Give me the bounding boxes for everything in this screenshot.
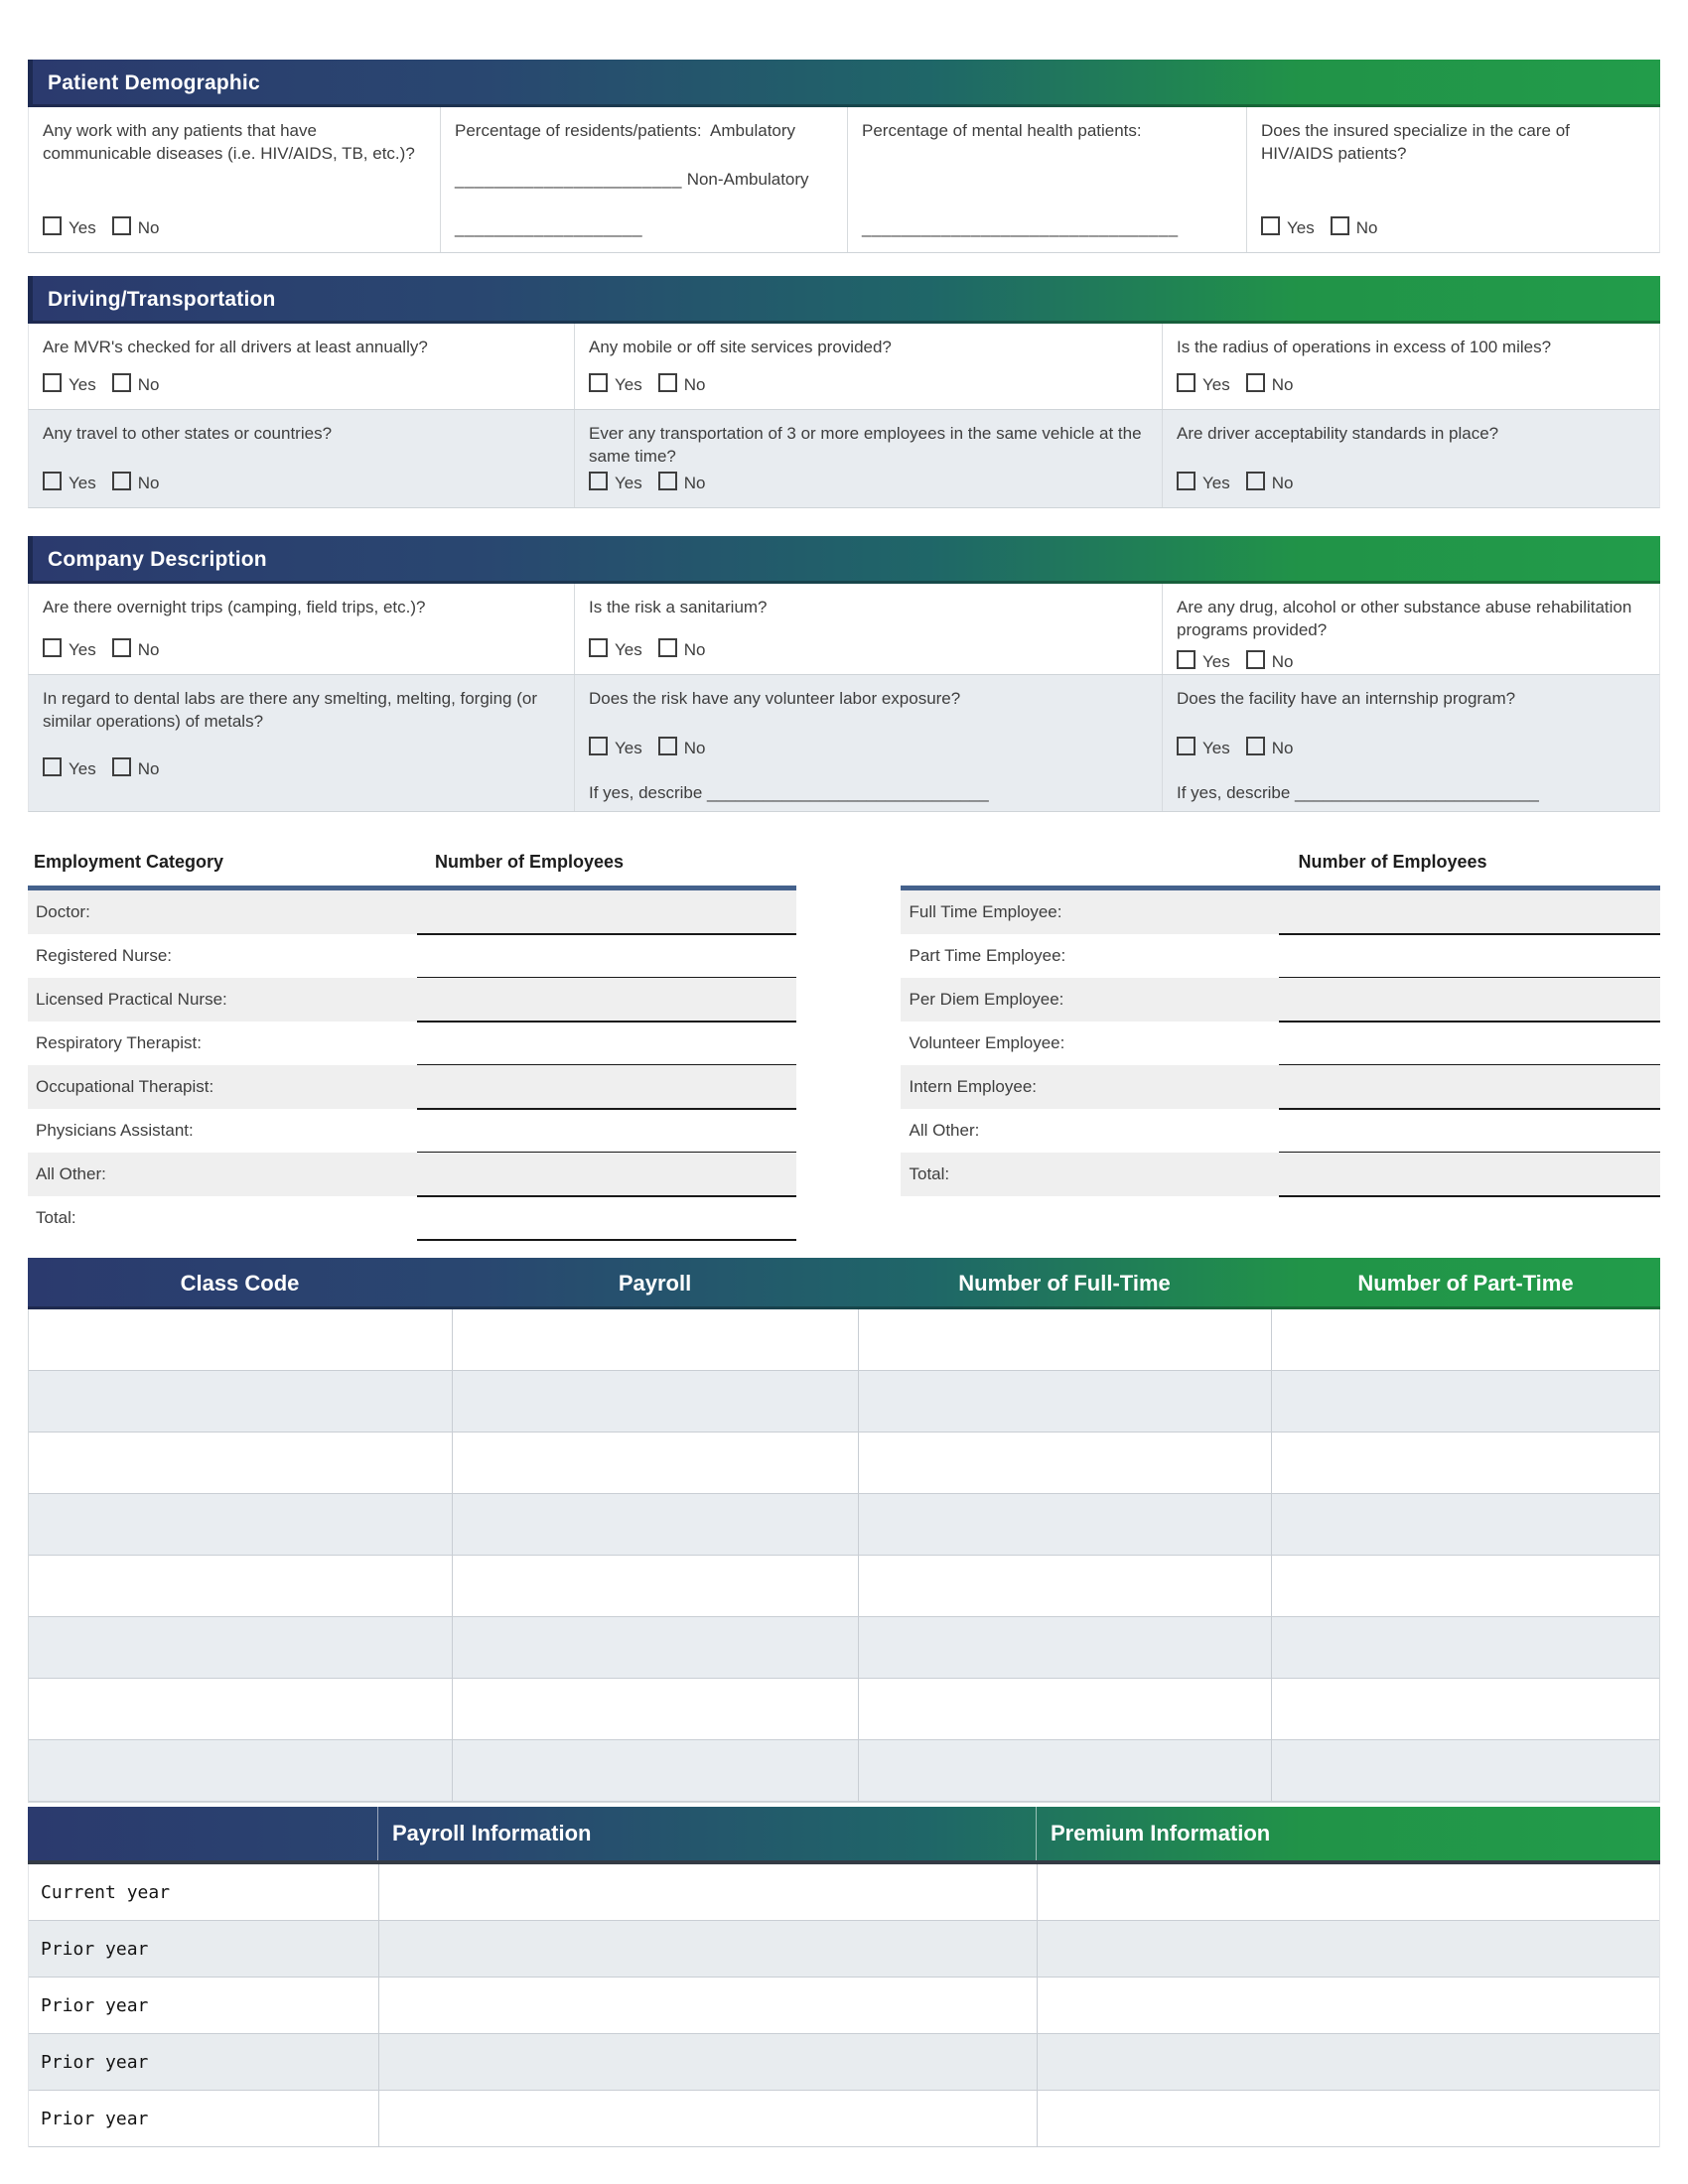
question-transport-3-employees: [575, 410, 1163, 507]
row-label: All Other:: [36, 1164, 106, 1183]
class-code-cell[interactable]: [29, 1371, 453, 1432]
section-header-patient-demographic: Patient Demographic: [28, 60, 1660, 107]
yes-label: Yes: [69, 474, 96, 493]
part-time-cell[interactable]: [1272, 1740, 1659, 1801]
premium-information-cell[interactable]: [1037, 2091, 1659, 2146]
no-label: No: [1271, 738, 1294, 757]
payroll-premium-table: [28, 1807, 1660, 2147]
section-header-company-description: Company Description: [28, 536, 1660, 584]
full-time-cell[interactable]: [859, 1371, 1272, 1432]
question-internship-program: [1163, 675, 1659, 811]
if-yes-describe-line[interactable]: If yes, describe __________________________: [1177, 782, 1539, 802]
form-page: [28, 60, 1660, 2147]
class-code-table-header: [28, 1258, 1660, 1309]
yes-no-group: [43, 638, 558, 662]
yes-label: Yes: [615, 474, 642, 493]
full-time-cell[interactable]: [859, 1433, 1272, 1493]
yes-checkbox[interactable]: [1261, 216, 1280, 235]
payroll-information-cell[interactable]: [378, 1864, 1037, 1920]
question-text: Percentage of residents/patients: Ambulatory: [455, 121, 796, 140]
yes-no-group: [589, 737, 1146, 760]
payroll-cell[interactable]: [453, 1740, 859, 1801]
payroll-row-current-year: [29, 1864, 1659, 1921]
premium-information-cell[interactable]: [1037, 2034, 1659, 2090]
premium-information-cell[interactable]: [1037, 1864, 1659, 1920]
no-label: No: [683, 375, 706, 395]
number-of-employees-header: Number of Employees: [1298, 852, 1487, 872]
question-sanitarium: [575, 584, 1163, 674]
driving-row-1: [28, 324, 1660, 410]
part-time-cell[interactable]: [1272, 1433, 1659, 1493]
employment-category-header: Employment Category: [34, 852, 224, 872]
non-ambulatory-blank-line[interactable]: ___________________: [455, 218, 643, 238]
payroll-premium-body: [28, 1864, 1660, 2147]
question-text: Are MVR's checked for all drivers at least annually?: [43, 338, 428, 356]
yes-no-group: [1177, 373, 1643, 397]
no-label: No: [137, 375, 160, 395]
payroll-information-cell[interactable]: [378, 1978, 1037, 2033]
full-time-cell[interactable]: [859, 1556, 1272, 1616]
yes-no-group: [589, 472, 1146, 495]
class-code-cell[interactable]: [29, 1309, 453, 1370]
payroll-row-prior-year: [29, 1978, 1659, 2034]
section-header-driving-transportation: Driving/Transportation: [28, 276, 1660, 324]
yes-checkbox[interactable]: [589, 638, 608, 657]
yes-label: Yes: [1202, 474, 1230, 493]
yes-no-group: [589, 373, 1146, 397]
employment-row-all-other: [901, 1109, 1660, 1153]
payroll-cell[interactable]: [453, 1309, 859, 1370]
class-code-cell[interactable]: [29, 1679, 453, 1739]
number-of-employees-header: Number of Employees: [435, 852, 625, 872]
no-checkbox[interactable]: [112, 216, 131, 235]
class-code-row: [29, 1556, 1659, 1617]
yes-no-group: [43, 216, 424, 240]
question-text: Any mobile or off site services provided?: [589, 338, 892, 356]
no-label: No: [1271, 375, 1294, 395]
yes-no-group: [43, 472, 558, 495]
row-label: Doctor:: [36, 902, 90, 921]
yes-label: Yes: [69, 375, 96, 395]
part-time-cell[interactable]: [1272, 1617, 1659, 1678]
premium-information-header: Premium Information: [1036, 1807, 1660, 1860]
yes-no-group: [1177, 737, 1643, 760]
question-text: Does the risk have any volunteer labor exposure?: [589, 689, 961, 708]
employment-row-per-diem: [901, 978, 1660, 1022]
row-label: Intern Employee:: [909, 1077, 1037, 1096]
class-code-cell[interactable]: [29, 1617, 453, 1678]
part-time-cell[interactable]: [1272, 1494, 1659, 1555]
no-checkbox[interactable]: [112, 472, 131, 490]
payroll-premium-header: [28, 1807, 1660, 1864]
driving-row-2: [28, 410, 1660, 508]
yes-checkbox[interactable]: [1177, 650, 1196, 669]
no-checkbox[interactable]: [658, 737, 677, 755]
yes-label: Yes: [615, 640, 642, 660]
employment-row-total: [901, 1153, 1660, 1196]
yes-checkbox[interactable]: [43, 757, 62, 776]
question-text: Any travel to other states or countries?: [43, 424, 333, 443]
payroll-cell[interactable]: [453, 1494, 859, 1555]
no-label: No: [1271, 651, 1294, 671]
employment-row-full-time: [901, 890, 1660, 934]
yes-label: Yes: [1202, 375, 1230, 395]
no-checkbox[interactable]: [112, 638, 131, 657]
no-checkbox[interactable]: [1331, 216, 1349, 235]
year-label: Current year: [41, 1881, 171, 1903]
class-code-row: [29, 1309, 1659, 1371]
question-text: Does the facility have an internship program?: [1177, 689, 1516, 708]
employee-count-line[interactable]: [417, 1239, 796, 1241]
full-time-cell[interactable]: [859, 1309, 1272, 1370]
part-time-cell[interactable]: [1272, 1371, 1659, 1432]
no-label: No: [1355, 218, 1378, 238]
no-label: No: [683, 640, 706, 660]
yes-checkbox[interactable]: [589, 373, 608, 392]
year-label: Prior year: [41, 2108, 149, 2129]
employment-row-registered-nurse: [28, 934, 796, 978]
yes-checkbox[interactable]: [589, 737, 608, 755]
no-label: No: [137, 640, 160, 660]
employment-row-intern: [901, 1065, 1660, 1109]
row-label: Full Time Employee:: [909, 902, 1062, 921]
yes-checkbox[interactable]: [589, 472, 608, 490]
question-radius-100-miles: [1163, 324, 1659, 409]
yes-checkbox[interactable]: [1177, 472, 1196, 490]
yes-checkbox[interactable]: [43, 638, 62, 657]
no-label: No: [1271, 474, 1294, 493]
class-code-table-body: [28, 1309, 1660, 1803]
no-checkbox[interactable]: [1246, 373, 1265, 392]
if-yes-describe-line[interactable]: If yes, describe ______________________________: [589, 782, 989, 802]
class-code-row: [29, 1371, 1659, 1433]
row-label: Respiratory Therapist:: [36, 1033, 202, 1052]
payroll-information-cell[interactable]: [378, 2091, 1037, 2146]
part-time-cell[interactable]: [1272, 1679, 1659, 1739]
question-text: Are there overnight trips (camping, field trips, etc.)?: [43, 598, 426, 616]
question-text: Are any drug, alcohol or other substance abuse rehabilitation programs provided?: [1177, 598, 1632, 639]
no-checkbox[interactable]: [1246, 472, 1265, 490]
yes-label: Yes: [69, 759, 96, 779]
question-mental-health-percentage: [848, 107, 1247, 252]
employment-row-total: [28, 1196, 796, 1240]
question-text: Ever any transportation of 3 or more employees in the same vehicle at the same time?: [589, 424, 1142, 466]
class-code-column-header: Class Code: [180, 1271, 300, 1296]
row-label: Total:: [909, 1164, 950, 1183]
question-text: Is the radius of operations in excess of 100 miles?: [1177, 338, 1552, 356]
employment-row-occupational-therapist: [28, 1065, 796, 1109]
class-code-cell[interactable]: [29, 1433, 453, 1493]
yes-checkbox[interactable]: [1177, 373, 1196, 392]
row-label: Occupational Therapist:: [36, 1077, 214, 1096]
employment-row-doctor: [28, 890, 796, 934]
company-row-2: [28, 675, 1660, 812]
employment-row-licensed-practical-nurse: [28, 978, 796, 1022]
yes-no-group: [589, 638, 1146, 662]
yes-label: Yes: [615, 738, 642, 757]
yes-no-group: [1261, 216, 1643, 240]
employment-table-header: [28, 844, 796, 890]
no-checkbox[interactable]: [658, 638, 677, 657]
yes-no-group: [1177, 650, 1643, 674]
payroll-information-cell[interactable]: [378, 1921, 1037, 1977]
yes-checkbox[interactable]: [43, 472, 62, 490]
class-code-cell[interactable]: [29, 1494, 453, 1555]
part-time-cell[interactable]: [1272, 1309, 1659, 1370]
class-code-row: [29, 1433, 1659, 1494]
payroll-cell[interactable]: [453, 1556, 859, 1616]
no-checkbox[interactable]: [112, 757, 131, 776]
ambulatory-line: [455, 169, 831, 192]
year-label: Prior year: [41, 2051, 149, 2073]
payroll-row-prior-year: [29, 1921, 1659, 1978]
yes-label: Yes: [1202, 738, 1230, 757]
question-percentage-residents: [441, 107, 848, 252]
payroll-column-header: Payroll: [618, 1271, 692, 1296]
payroll-cell[interactable]: [453, 1433, 859, 1493]
no-checkbox[interactable]: [658, 373, 677, 392]
class-code-cell[interactable]: [29, 1740, 453, 1801]
yes-label: Yes: [69, 640, 96, 660]
yes-label: Yes: [1202, 651, 1230, 671]
yes-label: Yes: [1287, 218, 1315, 238]
full-time-cell[interactable]: [859, 1617, 1272, 1678]
employment-row-respiratory-therapist: [28, 1022, 796, 1065]
yes-checkbox[interactable]: [43, 373, 62, 392]
non-ambulatory-label: Non-Ambulatory: [686, 170, 809, 190]
row-label: All Other:: [909, 1121, 980, 1140]
question-driver-standards: [1163, 410, 1659, 507]
year-column-header: [28, 1807, 377, 1860]
question-text: Does the insured specialize in the care of HIV/AIDS patients?: [1261, 121, 1570, 163]
row-label: Part Time Employee:: [909, 946, 1066, 965]
part-time-column-header: Number of Part-Time: [1357, 1271, 1574, 1296]
year-label: Prior year: [41, 1994, 149, 2016]
employment-tables: [28, 844, 1660, 1240]
row-label: Physicians Assistant:: [36, 1121, 194, 1140]
row-label: Licensed Practical Nurse:: [36, 990, 227, 1009]
payroll-information-cell[interactable]: [378, 2034, 1037, 2090]
no-label: No: [683, 738, 706, 757]
question-text: Is the risk a sanitarium?: [589, 598, 768, 616]
full-time-cell[interactable]: [859, 1494, 1272, 1555]
class-code-row: [29, 1617, 1659, 1679]
question-substance-abuse-programs: [1163, 584, 1659, 674]
question-text: In regard to dental labs are there any smelting, melting, forging (or similar operations) of metals?: [43, 689, 537, 731]
yes-no-group: [1177, 472, 1643, 495]
employment-row-part-time: [901, 934, 1660, 978]
mental-health-blank-line[interactable]: ________________________________: [862, 218, 1179, 238]
part-time-cell[interactable]: [1272, 1556, 1659, 1616]
premium-information-cell[interactable]: [1037, 1921, 1659, 1977]
payroll-row-prior-year: [29, 2091, 1659, 2147]
employment-row-volunteer: [901, 1022, 1660, 1065]
no-label: No: [137, 474, 160, 493]
payroll-row-prior-year: [29, 2034, 1659, 2091]
employment-table-header: [901, 844, 1660, 890]
no-label: No: [137, 759, 160, 779]
employment-row-all-other: [28, 1153, 796, 1196]
payroll-cell[interactable]: [453, 1371, 859, 1432]
no-checkbox[interactable]: [112, 373, 131, 392]
question-communicable-diseases: [29, 107, 441, 252]
patient-demographic-row: [28, 107, 1660, 253]
ambulatory-blank-line[interactable]: _______________________: [455, 170, 682, 190]
question-hiv-specialize: [1247, 107, 1659, 252]
full-time-cell[interactable]: [859, 1679, 1272, 1739]
row-label: Total:: [36, 1208, 76, 1227]
row-label: Per Diem Employee:: [909, 990, 1064, 1009]
question-text: Are driver acceptability standards in place?: [1177, 424, 1499, 443]
yes-label: Yes: [615, 375, 642, 395]
class-code-row: [29, 1740, 1659, 1802]
employee-count-line[interactable]: [1279, 1195, 1660, 1197]
full-time-column-header: Number of Full-Time: [958, 1271, 1171, 1296]
class-code-cell[interactable]: [29, 1556, 453, 1616]
question-text: Any work with any patients that have communicable diseases (i.e. HIV/AIDS, TB, etc.)?: [43, 121, 415, 163]
row-label: Volunteer Employee:: [909, 1033, 1065, 1052]
class-code-table: [28, 1258, 1660, 1803]
question-overnight-trips: [29, 584, 575, 674]
employee-type-table: [901, 844, 1660, 1240]
premium-information-cell[interactable]: [1037, 1978, 1659, 2033]
year-label: Prior year: [41, 1938, 149, 1960]
question-text: Percentage of mental health patients:: [862, 121, 1142, 140]
yes-checkbox[interactable]: [43, 216, 62, 235]
employment-row-physicians-assistant: [28, 1109, 796, 1153]
question-volunteer-labor: [575, 675, 1163, 811]
yes-no-group: [43, 757, 558, 781]
payroll-cell[interactable]: [453, 1679, 859, 1739]
no-label: No: [137, 218, 160, 238]
employment-category-table: [28, 844, 796, 1240]
no-checkbox[interactable]: [1246, 650, 1265, 669]
question-dental-labs-smelting: [29, 675, 575, 811]
no-checkbox[interactable]: [1246, 737, 1265, 755]
payroll-information-header: Payroll Information: [377, 1807, 1036, 1860]
yes-no-group: [43, 373, 558, 397]
company-row-1: [28, 584, 1660, 675]
no-checkbox[interactable]: [658, 472, 677, 490]
yes-label: Yes: [69, 218, 96, 238]
full-time-cell[interactable]: [859, 1740, 1272, 1801]
question-mvr-checked: [29, 324, 575, 409]
yes-checkbox[interactable]: [1177, 737, 1196, 755]
class-code-row: [29, 1679, 1659, 1740]
class-code-row: [29, 1494, 1659, 1556]
no-label: No: [683, 474, 706, 493]
question-travel-states: [29, 410, 575, 507]
row-label: Registered Nurse:: [36, 946, 173, 965]
question-mobile-offsite: [575, 324, 1163, 409]
payroll-cell[interactable]: [453, 1617, 859, 1678]
